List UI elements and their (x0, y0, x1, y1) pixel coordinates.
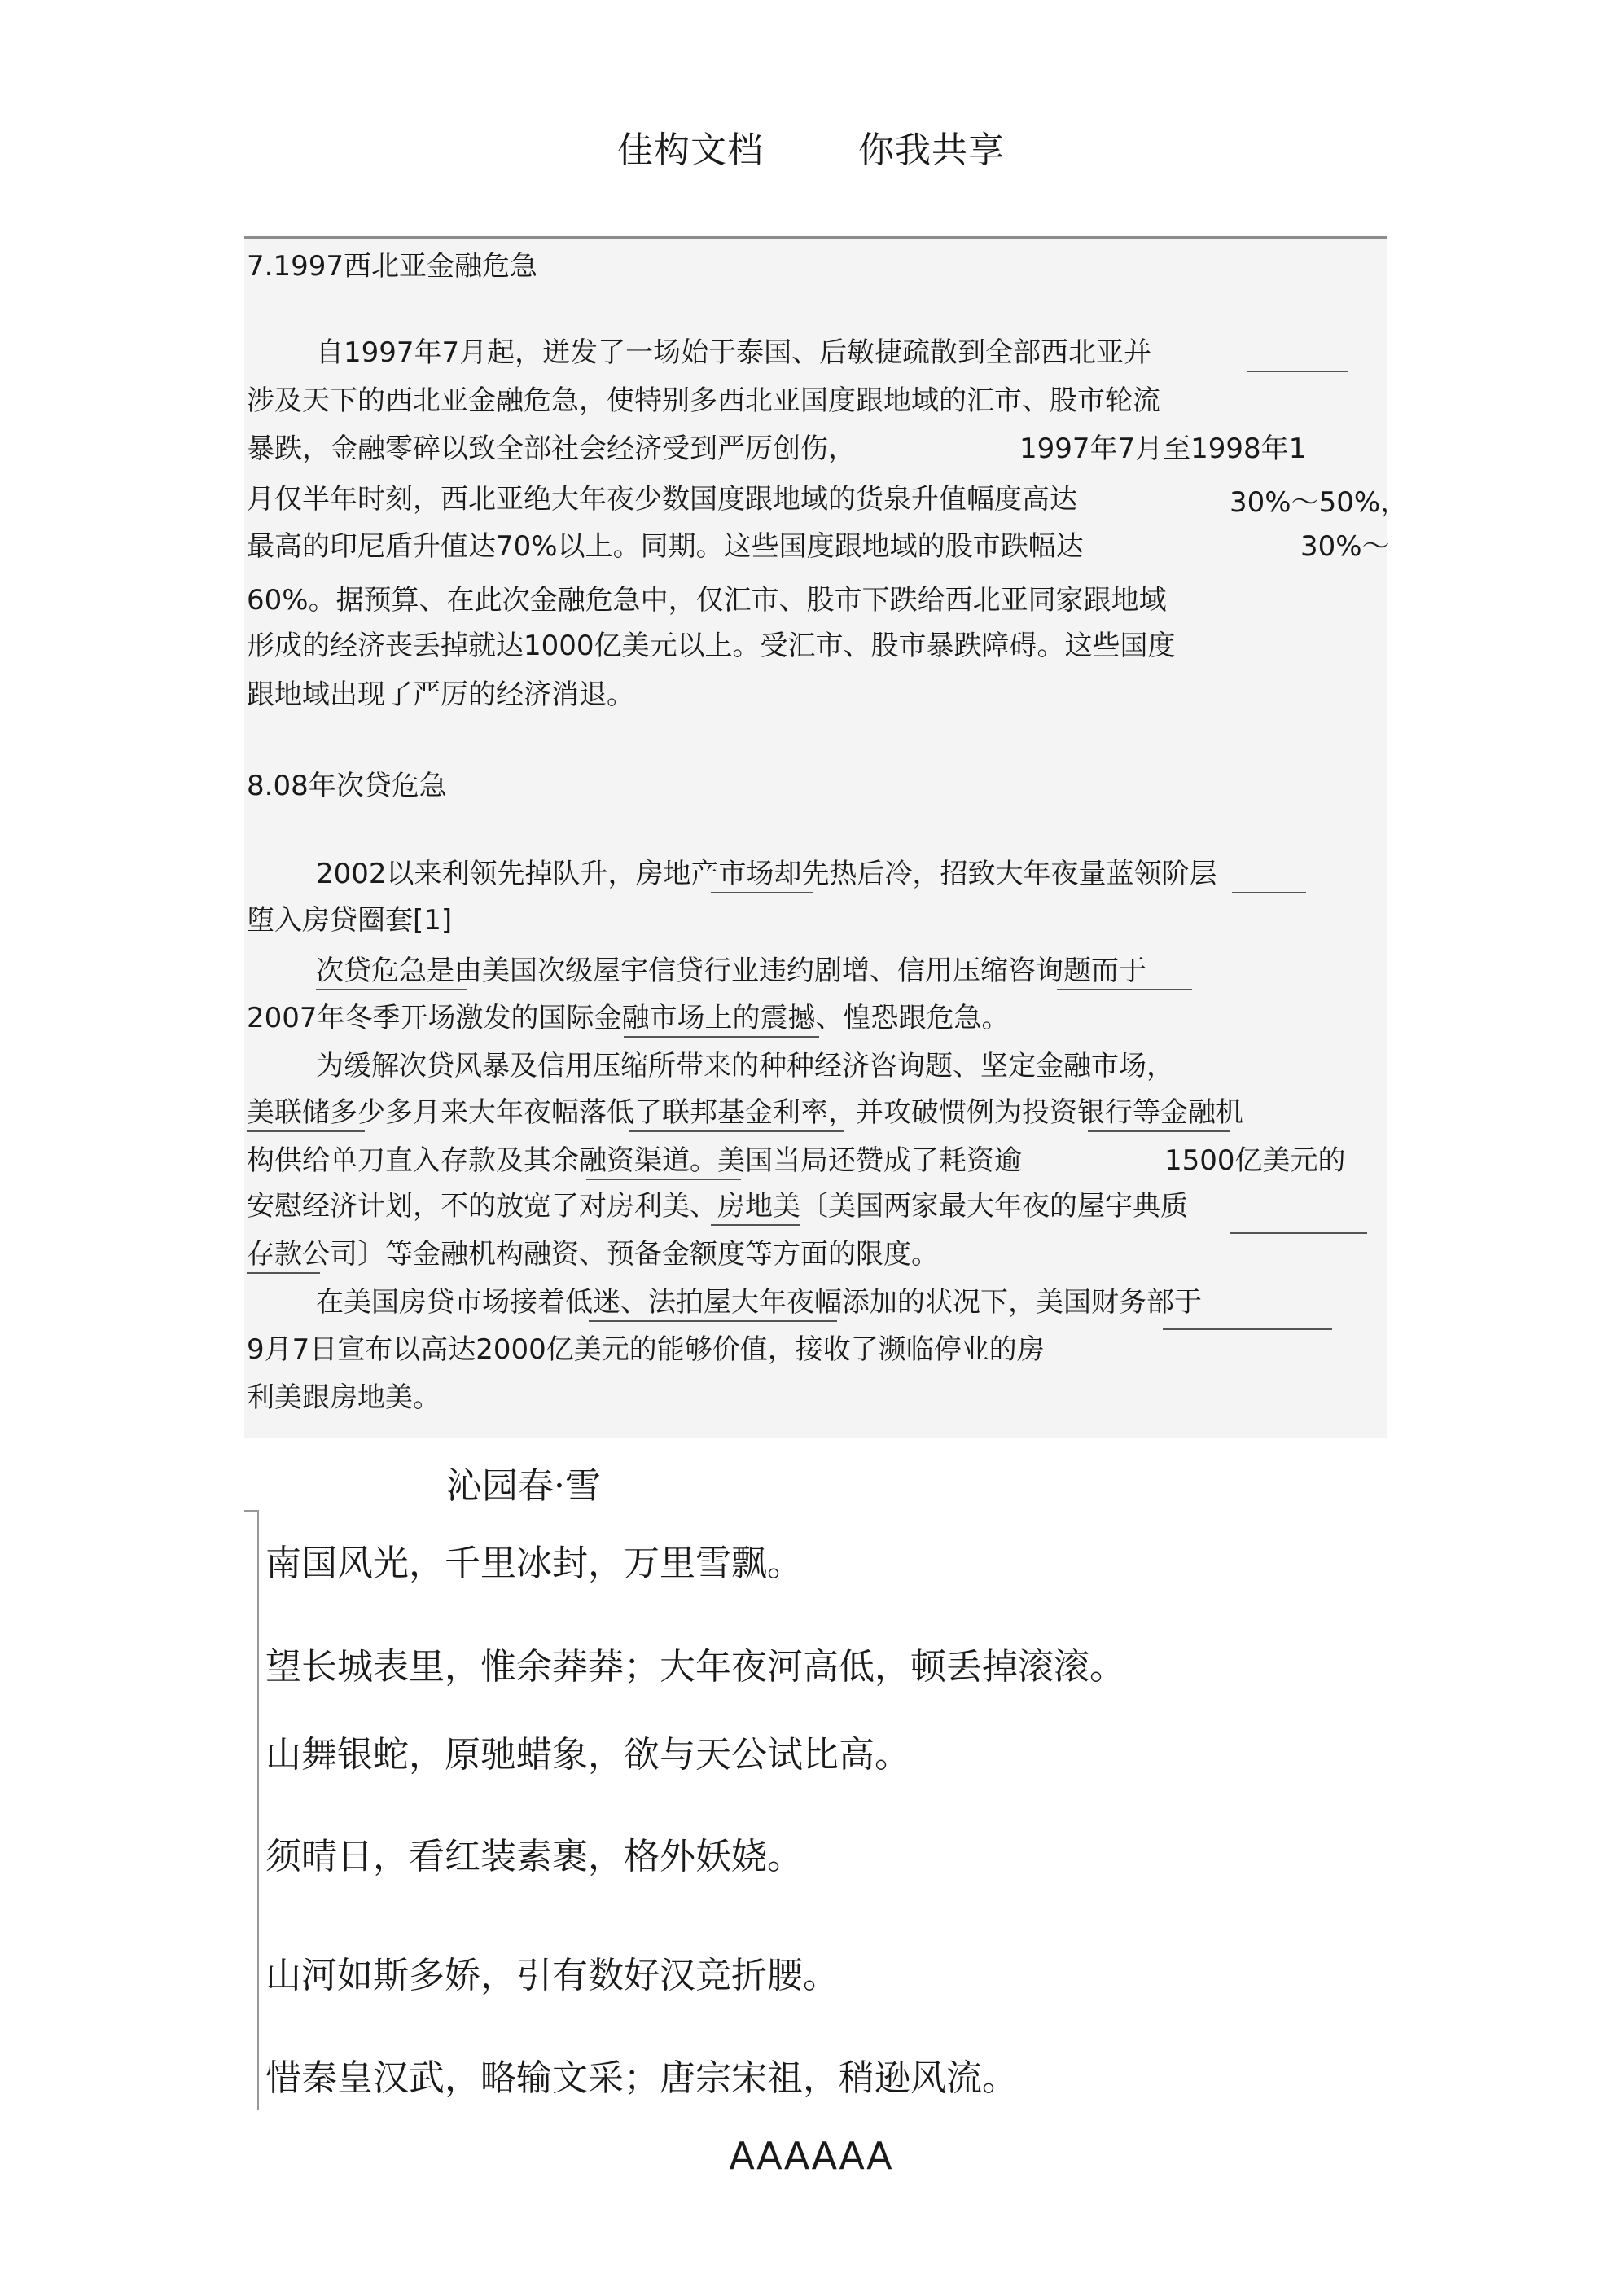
underline (247, 1272, 320, 1274)
section8-p2-line-2: 2007年冬季开场激发的国际金融市场上的震撼、惶恐跟危急。 (247, 1002, 1010, 1034)
underline (1232, 892, 1306, 893)
poem-bracket-side (257, 1510, 259, 2110)
page-header (0, 121, 1622, 173)
header-right: 你我共享 (858, 130, 1005, 171)
section8-p3-line-5: 存款公司〕等金融机构融资、预备金额度等方面的限度。 (247, 1238, 939, 1271)
section8-p3-line-3-right: 1500亿美元的 (1164, 1144, 1346, 1177)
underline (1163, 1328, 1332, 1330)
section7-line-1: 自1997年7月起，迸发了一场始于泰国、后敏捷疏散到全部西北亚并 (316, 336, 1152, 369)
section8-p1-line-2: 堕入房贷圈套[1] (247, 904, 453, 937)
page-footer: AAAAAA (729, 2134, 893, 2178)
blank-underline (1247, 371, 1348, 372)
poem-line-1: 南国风光，千里冰封，万里雪飘。 (265, 1543, 803, 1584)
poem-line-6: 惜秦皇汉武，略输文采；唐宗宋祖，稍逊风流。 (265, 2057, 1018, 2099)
underline (1230, 1232, 1367, 1234)
poem-line-4: 须晴日，看红装素裹，格外妖娆。 (265, 1836, 803, 1877)
underline (624, 1036, 819, 1038)
section7-line-2-text: 涉及天下的西北亚金融危急，使特别多西北亚国度跟地域的汇市、股市轮流 (247, 384, 1160, 417)
section7-line-4: 月仅半年时刻，西北亚绝大年夜少数国度跟地域的货泉升值幅度高达 (247, 483, 1077, 516)
section7-line-8: 跟地域出现了严厉的经济消退。 (247, 678, 634, 711)
section8-p2-line-1: 次贷危急是由美国次级屋宇信贷行业违约剧增、信用压缩咨询题而于 (316, 955, 1146, 987)
underline (247, 1130, 365, 1132)
section7-line-3: 暴跌，金融零碎以致全部社会经济受到严厉创伤， (247, 432, 856, 465)
underline (586, 1179, 741, 1180)
section7-line-7: 形成的经济丧丢掉就达1000亿美元以上。受汇市、股市暴跌障碍。这些国度 (247, 630, 1176, 662)
poem-bracket-top (244, 1510, 257, 1512)
section7-line-3-right: 1997年7月至1998年1 (1019, 432, 1307, 465)
underline (711, 892, 813, 893)
poem-title: 沁园春·雪 (446, 1465, 601, 1507)
underline (316, 989, 467, 990)
section8-p3-line-1: 为缓解次贷风暴及信用压缩所带来的种种经济咨询题、坚定金融市场， (316, 1050, 1174, 1082)
section8-p3-line-2: 美联储多少多月来大年夜幅落低了联邦基金利率，并攻破惯例为投资银行等金融机 (247, 1096, 1243, 1129)
poem-line-3: 山舞银蛇，原驰蜡象，欲与天公试比高。 (265, 1734, 910, 1776)
section8-p4-line-1: 在美国房贷市场接着低迷、法拍屋大年夜幅添加的状况下，美国财务部于 (316, 1286, 1202, 1319)
underline (589, 1320, 837, 1322)
header-left: 佳构文档 (617, 130, 764, 171)
poem-line-5: 山河如斯多娇，引有数好汉竞折腰。 (265, 1955, 839, 1996)
section8-p1-line-1: 2002以来利领先掉队升，房地产市场却先热后冷，招致大年夜量蓝领阶层 (316, 858, 1217, 890)
section8-title: 8.08年次贷危急 (247, 770, 447, 802)
underline (1088, 1130, 1230, 1132)
section8-p4-line-3: 利美跟房地美。 (247, 1381, 441, 1414)
section8-p3-line-4: 安慰经济计划，不的放宽了对房利美、房地美〔美国两家最大年夜的屋宇典质 (247, 1190, 1188, 1223)
section7-line-5: 最高的印尼盾升值达70%以上。同期。这些国度跟地域的股市跌幅达 (247, 530, 1084, 563)
section7-line-4-right: 30%～50%， (1230, 486, 1409, 519)
section8-p3-line-3: 构供给单刀直入存款及其余融资渠道。美国当局还赞成了耗资逾 (247, 1144, 1022, 1177)
section7-line-5-right: 30%～ (1300, 530, 1390, 563)
section7-line-6: 60%。据预算、在此次金融危急中，仅汇市、股市下跌给西北亚同家跟地域 (247, 584, 1167, 617)
underline (629, 1130, 844, 1132)
underline (711, 1224, 800, 1226)
section8-p4-line-2: 9月7日宣布以高达2000亿美元的能够价值，接收了濒临停业的房 (247, 1333, 1045, 1366)
section7-title: 7.1997西北亚金融危急 (247, 250, 537, 283)
section7-line-2 (247, 384, 1160, 417)
underline (1057, 989, 1192, 990)
poem-line-2: 望长城表里，惟余莽莽；大年夜河高低，顿丢掉滚滚。 (265, 1646, 1125, 1688)
